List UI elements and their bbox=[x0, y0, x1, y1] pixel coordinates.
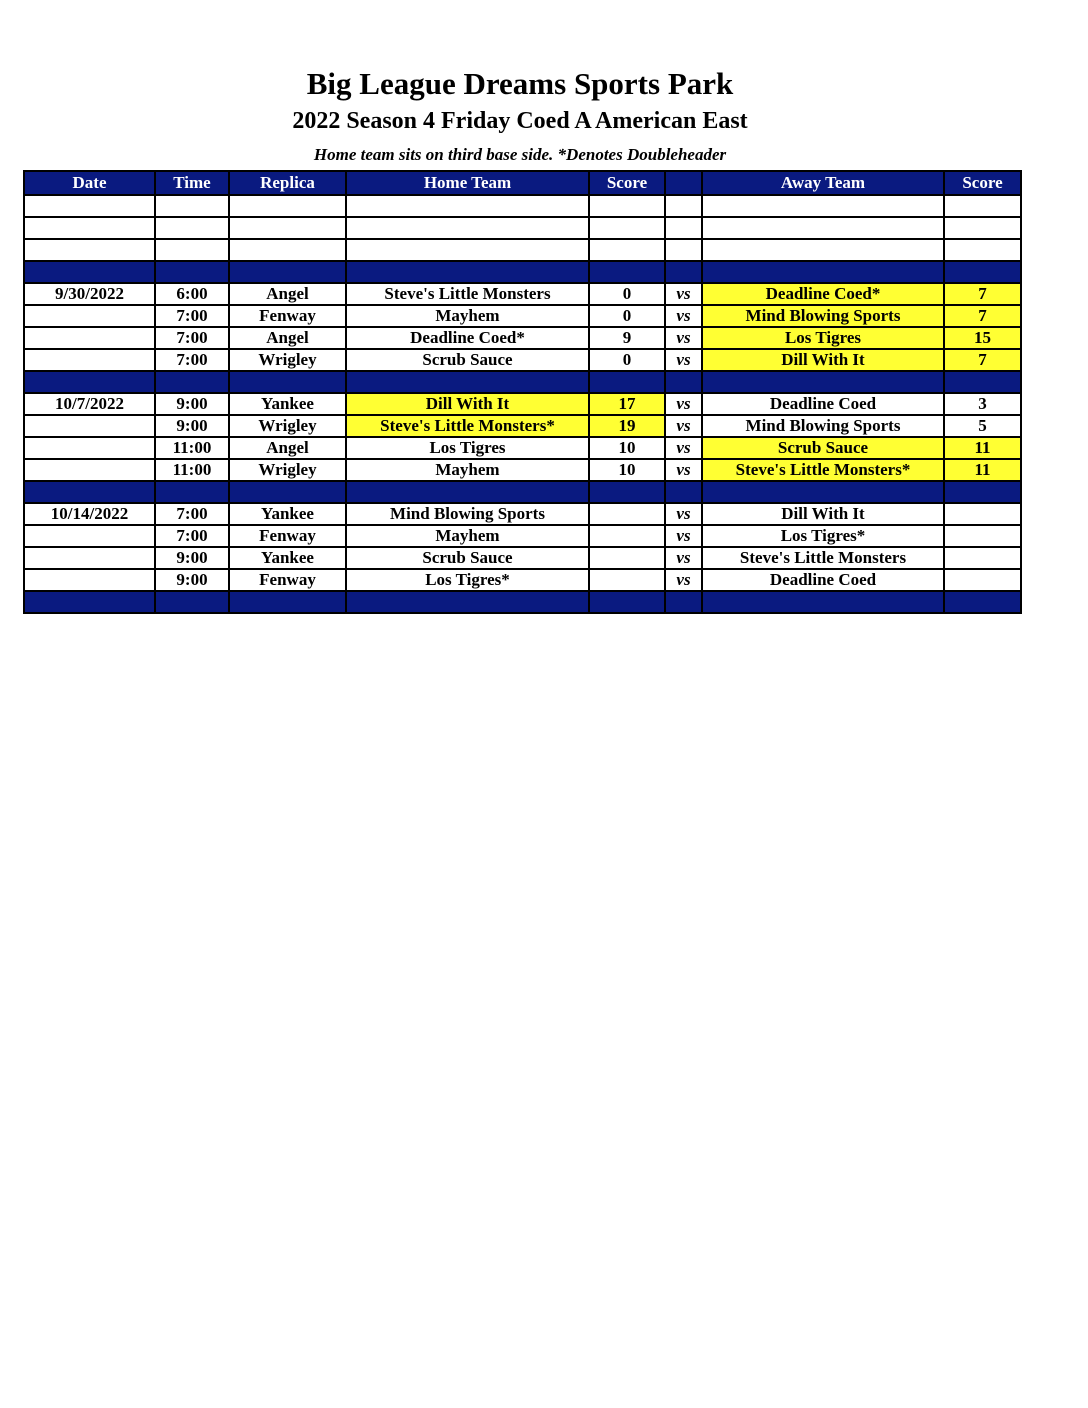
time-cell: 7:00 bbox=[155, 349, 229, 371]
replica-cell: Angel bbox=[229, 327, 346, 349]
table-row bbox=[24, 525, 1021, 547]
separator-row bbox=[24, 371, 1021, 393]
vs-cell: vs bbox=[665, 569, 702, 591]
blank-row bbox=[24, 195, 1021, 217]
replica-cell: Yankee bbox=[229, 503, 346, 525]
blank-cell bbox=[229, 239, 346, 261]
col-header-vs bbox=[665, 171, 702, 195]
blank-cell bbox=[589, 239, 665, 261]
separator-cell bbox=[229, 371, 346, 393]
vs-cell: vs bbox=[665, 349, 702, 371]
blank-cell bbox=[229, 195, 346, 217]
table-row bbox=[24, 393, 1021, 415]
separator-cell bbox=[702, 371, 944, 393]
separator-cell bbox=[229, 591, 346, 613]
away-team-cell: Steve's Little Monsters* bbox=[702, 459, 944, 481]
home-score-cell bbox=[589, 547, 665, 569]
separator-cell bbox=[24, 261, 155, 283]
vs-cell: vs bbox=[665, 327, 702, 349]
time-cell: 9:00 bbox=[155, 547, 229, 569]
separator-cell bbox=[346, 481, 589, 503]
home-team-cell: Los Tigres* bbox=[346, 569, 589, 591]
separator-row bbox=[24, 481, 1021, 503]
away-team-cell: Los Tigres* bbox=[702, 525, 944, 547]
home-team-cell: Mayhem bbox=[346, 305, 589, 327]
table-row bbox=[24, 283, 1021, 305]
vs-cell: vs bbox=[665, 525, 702, 547]
date-cell bbox=[24, 569, 155, 591]
separator-cell bbox=[346, 591, 589, 613]
replica-cell: Fenway bbox=[229, 525, 346, 547]
home-score-cell: 0 bbox=[589, 349, 665, 371]
header-row bbox=[24, 171, 1021, 195]
date-cell: 9/30/2022 bbox=[24, 283, 155, 305]
date-cell bbox=[24, 415, 155, 437]
page-title: Big League Dreams Sports Park bbox=[306, 66, 734, 101]
col-header-date: Date bbox=[24, 171, 155, 195]
blank-cell bbox=[944, 239, 1021, 261]
replica-cell: Fenway bbox=[229, 305, 346, 327]
home-score-cell: 17 bbox=[589, 393, 665, 415]
time-cell: 11:00 bbox=[155, 437, 229, 459]
home-team-cell: Scrub Sauce bbox=[346, 547, 589, 569]
table-row bbox=[24, 547, 1021, 569]
time-cell: 9:00 bbox=[155, 569, 229, 591]
home-team-cell: Scrub Sauce bbox=[346, 349, 589, 371]
blank-cell bbox=[944, 195, 1021, 217]
blank-cell bbox=[24, 239, 155, 261]
date-cell: 10/7/2022 bbox=[24, 393, 155, 415]
vs-cell: vs bbox=[665, 415, 702, 437]
away-team-cell: Los Tigres bbox=[702, 327, 944, 349]
blank-cell bbox=[155, 239, 229, 261]
vs-cell: vs bbox=[665, 305, 702, 327]
home-score-cell: 10 bbox=[589, 437, 665, 459]
separator-cell bbox=[24, 371, 155, 393]
home-team-cell: Mayhem bbox=[346, 525, 589, 547]
separator-cell bbox=[155, 591, 229, 613]
separator-cell bbox=[702, 481, 944, 503]
home-score-cell: 10 bbox=[589, 459, 665, 481]
blank-cell bbox=[665, 217, 702, 239]
blank-cell bbox=[665, 195, 702, 217]
table-row bbox=[24, 569, 1021, 591]
blank-cell bbox=[24, 217, 155, 239]
home-team-cell: Mind Blowing Sports bbox=[346, 503, 589, 525]
date-cell bbox=[24, 547, 155, 569]
replica-cell: Wrigley bbox=[229, 349, 346, 371]
separator-cell bbox=[944, 591, 1021, 613]
away-score-cell bbox=[944, 547, 1021, 569]
home-score-cell: 19 bbox=[589, 415, 665, 437]
blank-cell bbox=[944, 217, 1021, 239]
time-cell: 7:00 bbox=[155, 525, 229, 547]
away-score-cell: 5 bbox=[944, 415, 1021, 437]
blank-cell bbox=[665, 239, 702, 261]
away-score-cell: 7 bbox=[944, 283, 1021, 305]
time-cell: 7:00 bbox=[155, 305, 229, 327]
away-team-cell: Steve's Little Monsters bbox=[702, 547, 944, 569]
separator-cell bbox=[665, 261, 702, 283]
replica-cell: Yankee bbox=[229, 547, 346, 569]
separator-cell bbox=[665, 371, 702, 393]
time-cell: 9:00 bbox=[155, 415, 229, 437]
time-cell: 11:00 bbox=[155, 459, 229, 481]
col-header-away-team: Away Team bbox=[702, 171, 944, 195]
separator-cell bbox=[155, 371, 229, 393]
separator-cell bbox=[155, 261, 229, 283]
blank-cell bbox=[229, 217, 346, 239]
schedule-table bbox=[23, 170, 1022, 614]
blank-cell bbox=[702, 239, 944, 261]
home-score-cell: 0 bbox=[589, 305, 665, 327]
blank-cell bbox=[346, 239, 589, 261]
away-score-cell: 11 bbox=[944, 459, 1021, 481]
separator-cell bbox=[346, 261, 589, 283]
blank-cell bbox=[346, 195, 589, 217]
home-team-cell: Dill With It bbox=[346, 393, 589, 415]
home-score-cell: 9 bbox=[589, 327, 665, 349]
page-subtitle: 2022 Season 4 Friday Coed A American East bbox=[292, 108, 748, 134]
away-team-cell: Deadline Coed bbox=[702, 393, 944, 415]
replica-cell: Angel bbox=[229, 283, 346, 305]
away-team-cell: Scrub Sauce bbox=[702, 437, 944, 459]
blank-cell bbox=[155, 195, 229, 217]
away-team-cell: Mind Blowing Sports bbox=[702, 305, 944, 327]
date-cell bbox=[24, 459, 155, 481]
blank-cell bbox=[24, 195, 155, 217]
table-row bbox=[24, 415, 1021, 437]
col-header-away-score: Score bbox=[944, 171, 1021, 195]
table-row bbox=[24, 305, 1021, 327]
separator-cell bbox=[702, 591, 944, 613]
away-score-cell: 7 bbox=[944, 305, 1021, 327]
schedule-body bbox=[24, 195, 1021, 613]
table-row bbox=[24, 459, 1021, 481]
away-team-cell: Dill With It bbox=[702, 503, 944, 525]
home-team-cell: Deadline Coed* bbox=[346, 327, 589, 349]
away-team-cell: Deadline Coed bbox=[702, 569, 944, 591]
col-header-home-team: Home Team bbox=[346, 171, 589, 195]
blank-cell bbox=[702, 195, 944, 217]
separator-cell bbox=[589, 261, 665, 283]
separator-cell bbox=[944, 371, 1021, 393]
time-cell: 9:00 bbox=[155, 393, 229, 415]
vs-cell: vs bbox=[665, 547, 702, 569]
separator-row bbox=[24, 261, 1021, 283]
time-cell: 7:00 bbox=[155, 327, 229, 349]
separator-cell bbox=[944, 481, 1021, 503]
separator-cell bbox=[24, 481, 155, 503]
away-score-cell: 11 bbox=[944, 437, 1021, 459]
col-header-home-score: Score bbox=[589, 171, 665, 195]
blank-cell bbox=[346, 217, 589, 239]
separator-cell bbox=[24, 591, 155, 613]
away-team-cell: Deadline Coed* bbox=[702, 283, 944, 305]
home-team-cell: Mayhem bbox=[346, 459, 589, 481]
vs-cell: vs bbox=[665, 459, 702, 481]
table-row bbox=[24, 503, 1021, 525]
separator-row bbox=[24, 591, 1021, 613]
separator-cell bbox=[665, 591, 702, 613]
separator-cell bbox=[944, 261, 1021, 283]
separator-cell bbox=[589, 591, 665, 613]
time-cell: 6:00 bbox=[155, 283, 229, 305]
blank-cell bbox=[589, 217, 665, 239]
vs-cell: vs bbox=[665, 437, 702, 459]
blank-row bbox=[24, 239, 1021, 261]
vs-cell: vs bbox=[665, 283, 702, 305]
col-header-replica: Replica bbox=[229, 171, 346, 195]
date-cell: 10/14/2022 bbox=[24, 503, 155, 525]
separator-cell bbox=[346, 371, 589, 393]
separator-cell bbox=[665, 481, 702, 503]
separator-cell bbox=[229, 261, 346, 283]
away-score-cell: 7 bbox=[944, 349, 1021, 371]
date-cell bbox=[24, 525, 155, 547]
table-row bbox=[24, 327, 1021, 349]
replica-cell: Wrigley bbox=[229, 415, 346, 437]
replica-cell: Angel bbox=[229, 437, 346, 459]
away-team-cell: Dill With It bbox=[702, 349, 944, 371]
replica-cell: Fenway bbox=[229, 569, 346, 591]
home-score-cell bbox=[589, 525, 665, 547]
vs-cell: vs bbox=[665, 393, 702, 415]
away-team-cell: Mind Blowing Sports bbox=[702, 415, 944, 437]
home-team-cell: Steve's Little Monsters bbox=[346, 283, 589, 305]
home-score-cell: 0 bbox=[589, 283, 665, 305]
blank-cell bbox=[155, 217, 229, 239]
away-score-cell: 3 bbox=[944, 393, 1021, 415]
home-score-cell bbox=[589, 503, 665, 525]
away-score-cell bbox=[944, 503, 1021, 525]
separator-cell bbox=[589, 481, 665, 503]
separator-cell bbox=[155, 481, 229, 503]
col-header-time: Time bbox=[155, 171, 229, 195]
away-score-cell bbox=[944, 525, 1021, 547]
schedule-note: Home team sits on third base side. *Denotes Doubleheader bbox=[313, 145, 727, 164]
date-cell bbox=[24, 437, 155, 459]
date-cell bbox=[24, 349, 155, 371]
replica-cell: Wrigley bbox=[229, 459, 346, 481]
date-cell bbox=[24, 327, 155, 349]
vs-cell: vs bbox=[665, 503, 702, 525]
separator-cell bbox=[229, 481, 346, 503]
blank-cell bbox=[589, 195, 665, 217]
blank-cell bbox=[702, 217, 944, 239]
table-row bbox=[24, 349, 1021, 371]
replica-cell: Yankee bbox=[229, 393, 346, 415]
home-score-cell bbox=[589, 569, 665, 591]
away-score-cell: 15 bbox=[944, 327, 1021, 349]
blank-row bbox=[24, 217, 1021, 239]
away-score-cell bbox=[944, 569, 1021, 591]
separator-cell bbox=[702, 261, 944, 283]
time-cell: 7:00 bbox=[155, 503, 229, 525]
separator-cell bbox=[589, 371, 665, 393]
table-row bbox=[24, 437, 1021, 459]
home-team-cell: Los Tigres bbox=[346, 437, 589, 459]
home-team-cell: Steve's Little Monsters* bbox=[346, 415, 589, 437]
date-cell bbox=[24, 305, 155, 327]
